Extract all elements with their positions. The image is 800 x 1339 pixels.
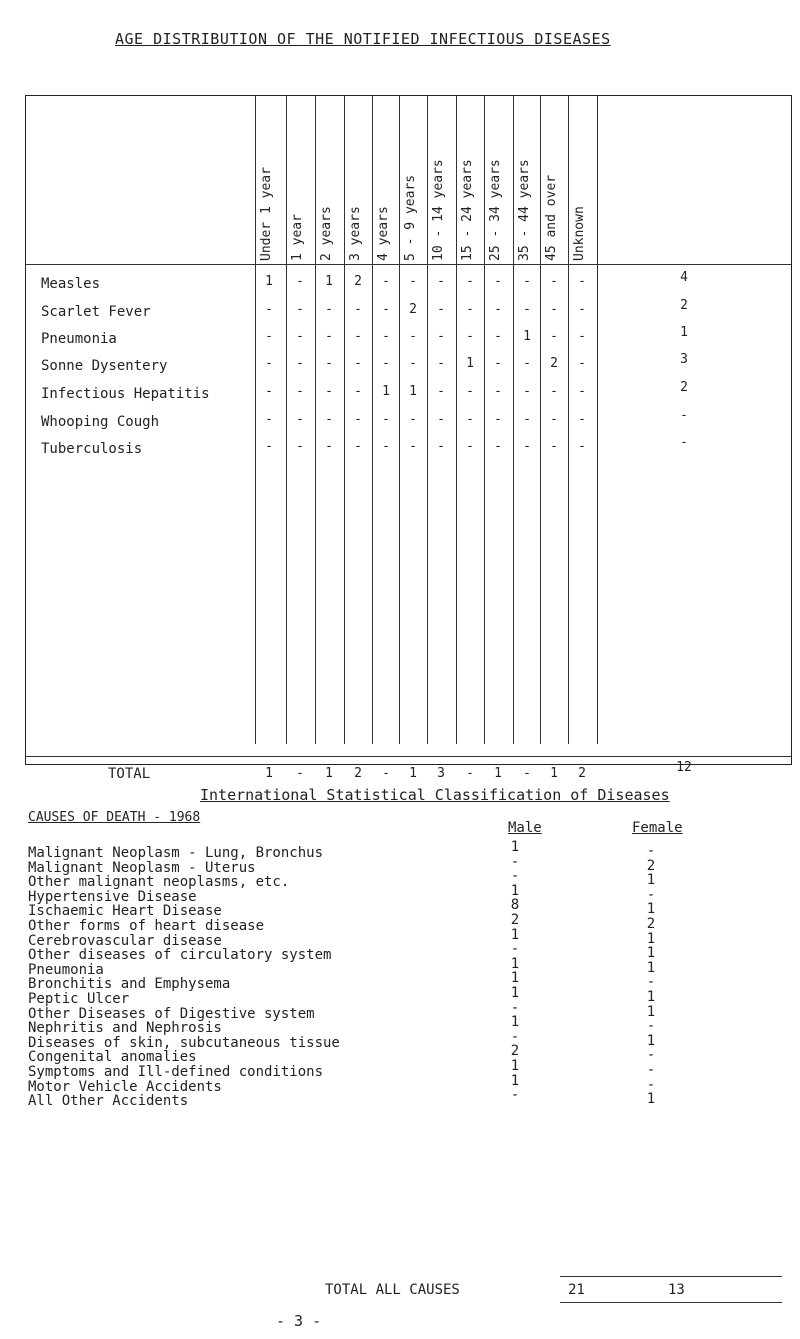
table-cell: - <box>354 329 362 344</box>
total-cell: 2 <box>578 766 586 781</box>
female-count: 1 <box>646 930 656 947</box>
table-cell: - <box>325 329 333 344</box>
table-cell: - <box>382 274 390 289</box>
disease-name: Scarlet Fever <box>41 304 151 320</box>
male-count: 1 <box>510 970 520 987</box>
table-cell: - <box>409 274 417 289</box>
table-cell: 2 <box>409 302 417 317</box>
disease-name: Infectious Hepatitis <box>41 386 210 402</box>
table-cell: - <box>550 384 558 399</box>
male-count: 1 <box>510 1014 520 1031</box>
female-count: - <box>646 886 656 903</box>
table-cell: - <box>296 412 304 427</box>
cause-of-death: All Other Accidents <box>28 1093 189 1110</box>
cause-of-death: Symptoms and Ill-defined conditions <box>28 1064 324 1080</box>
cause-of-death: Motor Vehicle Accidents <box>28 1078 222 1095</box>
table-cell: - <box>523 356 531 371</box>
column-divider <box>568 96 569 744</box>
table-cell: - <box>296 274 304 289</box>
table-cell: - <box>437 384 445 399</box>
column-divider <box>484 96 485 744</box>
table-cell: 2 <box>550 356 558 371</box>
total-cell: 1 <box>550 766 558 781</box>
age-column-header: 2 years <box>319 206 334 261</box>
table-cell: - <box>382 356 390 371</box>
cause-of-death: Nephritis and Nephrosis <box>28 1020 222 1037</box>
table-cell: - <box>494 356 502 371</box>
male-count: 1 <box>510 985 520 1001</box>
age-column-header: 35 - 44 years <box>517 159 532 261</box>
total-rule-top <box>560 1276 782 1277</box>
male-count: 1 <box>510 1072 520 1089</box>
age-distribution-table <box>25 95 792 782</box>
table-cell: - <box>296 302 304 317</box>
female-count: 2 <box>646 916 656 932</box>
table-cell: - <box>382 412 390 427</box>
causes-heading: CAUSES OF DEATH - 1968 <box>28 810 201 825</box>
column-divider <box>372 96 373 744</box>
table-cell: - <box>265 356 273 371</box>
table-cell: - <box>494 384 502 399</box>
table-cell: - <box>494 412 502 427</box>
age-column-header: 10 - 14 years <box>431 159 446 261</box>
male-count: - <box>510 1028 520 1045</box>
female-count: 1 <box>646 989 656 1005</box>
table-cell: - <box>466 384 474 399</box>
column-divider <box>286 96 287 744</box>
female-count: 1 <box>646 1032 656 1049</box>
column-divider <box>513 96 514 744</box>
male-count: - <box>510 853 520 870</box>
male-count: 1 <box>510 955 520 972</box>
table-cell: - <box>409 356 417 371</box>
age-column-header: 5 - 9 years <box>403 174 418 261</box>
female-count: - <box>646 1047 656 1064</box>
table-cell: - <box>325 302 333 317</box>
table-cell: - <box>265 302 273 317</box>
disease-name: Pneumonia <box>41 331 117 347</box>
female-count: 1 <box>646 1003 656 1020</box>
male-count: 2 <box>510 1043 520 1060</box>
table-cell: - <box>437 439 445 454</box>
table-cell: - <box>466 412 474 427</box>
female-count: 1 <box>646 1091 656 1108</box>
table-cell: - <box>523 274 531 289</box>
table-cell: - <box>494 302 502 317</box>
table-cell: - <box>578 412 586 427</box>
disease-name: Tuberculosis <box>41 441 143 457</box>
cause-of-death: Hypertensive Disease <box>28 888 197 905</box>
disease-name: Whooping Cough <box>41 414 160 430</box>
age-column-header: 4 years <box>376 206 391 261</box>
column-divider <box>344 96 345 744</box>
total-rule-bottom <box>560 1302 782 1303</box>
total-cell: 2 <box>354 766 362 781</box>
table-cell: - <box>437 302 445 317</box>
age-column-header: Under 1 year <box>259 167 274 261</box>
age-column-header: 3 years <box>348 206 363 261</box>
total-cell: - <box>523 766 531 781</box>
table-cell: - <box>494 329 502 344</box>
table-cell: 1 <box>466 356 474 371</box>
table-cell: 1 <box>523 329 531 344</box>
table-cell: - <box>325 384 333 399</box>
male-count: - <box>510 999 520 1016</box>
row-total: 3 <box>680 352 688 367</box>
female-count: 1 <box>646 945 656 962</box>
table-cell: - <box>265 412 273 427</box>
column-divider <box>597 96 598 744</box>
disease-name: Measles <box>41 276 101 292</box>
row-total: 2 <box>680 298 688 313</box>
table-cell: - <box>354 356 362 371</box>
table-cell: - <box>325 412 333 427</box>
table-cell: - <box>578 439 586 454</box>
table-cell: - <box>354 384 362 399</box>
female-count: 2 <box>646 857 656 874</box>
total-cell: - <box>296 766 304 781</box>
male-count: 8 <box>510 897 520 914</box>
table-cell: - <box>578 274 586 289</box>
table-cell: - <box>296 356 304 371</box>
table-cell: - <box>466 302 474 317</box>
row-total: 4 <box>680 270 688 285</box>
age-column-header: 45 and over <box>544 174 559 261</box>
cause-of-death: Other diseases of circulatory system <box>28 947 332 964</box>
page-title: AGE DISTRIBUTION OF THE NOTIFIED INFECTIOUS DISEASES <box>115 30 611 48</box>
cause-of-death: Malignant Neoplasm - Uterus <box>28 859 256 876</box>
table-cell: - <box>296 329 304 344</box>
total-cell: 1 <box>265 766 273 781</box>
table-cell: - <box>466 439 474 454</box>
table-cell: 1 <box>382 384 390 399</box>
table-cell: - <box>578 329 586 344</box>
column-divider <box>315 96 316 744</box>
table-cell: - <box>325 356 333 371</box>
table-cell: - <box>382 329 390 344</box>
table-cell: - <box>523 412 531 427</box>
female-count: - <box>646 974 656 991</box>
male-count: - <box>510 868 520 885</box>
column-divider <box>456 96 457 744</box>
age-column-header: 25 - 34 years <box>488 159 503 261</box>
table-cell: - <box>265 384 273 399</box>
cause-of-death: Malignant Neoplasm - Lung, Bronchus <box>28 845 324 861</box>
male-count: - <box>510 1087 520 1104</box>
table-cell: - <box>578 302 586 317</box>
table-cell: - <box>550 302 558 317</box>
total-row-label: TOTAL <box>108 766 151 782</box>
table-cell: 1 <box>409 384 417 399</box>
disease-name: Sonne Dysentery <box>41 358 168 374</box>
table-cell: - <box>437 412 445 427</box>
table-cell: 1 <box>265 274 273 289</box>
cause-of-death: Congenital anomalies <box>28 1049 197 1066</box>
table-cell: - <box>382 439 390 454</box>
classification-subtitle: International Statistical Classification of Diseases <box>200 786 670 804</box>
table-cell: - <box>265 329 273 344</box>
total-male-value: 21 <box>568 1282 585 1298</box>
table-cell: - <box>354 302 362 317</box>
female-column-header: Female <box>632 820 683 836</box>
table-cell: 2 <box>354 274 362 289</box>
female-count: - <box>646 843 656 859</box>
female-count: 1 <box>646 959 656 976</box>
column-divider <box>255 96 256 744</box>
table-cell: - <box>437 329 445 344</box>
row-total: - <box>680 408 688 423</box>
table-cell: 1 <box>325 274 333 289</box>
table-cell: - <box>409 329 417 344</box>
male-count: 1 <box>510 926 520 943</box>
table-cell: - <box>523 439 531 454</box>
age-column-header: 15 - 24 years <box>460 159 475 261</box>
cause-of-death: Diseases of skin, subcutaneous tissue <box>28 1034 340 1051</box>
female-count: - <box>646 1076 656 1093</box>
table-cell: - <box>409 412 417 427</box>
male-column-header: Male <box>508 820 542 836</box>
table-cell: - <box>578 356 586 371</box>
table-cell: - <box>550 329 558 344</box>
table-cell: - <box>494 439 502 454</box>
table-cell: - <box>296 439 304 454</box>
row-total: 2 <box>680 380 688 395</box>
table-cell: - <box>550 439 558 454</box>
male-count: 1 <box>510 882 520 899</box>
total-cell: 1 <box>494 766 502 781</box>
table-cell: - <box>494 274 502 289</box>
female-count: - <box>646 1062 656 1078</box>
column-divider <box>540 96 541 744</box>
table-cell: - <box>437 274 445 289</box>
female-count: - <box>646 1018 656 1035</box>
table-cell: - <box>550 412 558 427</box>
table-cell: - <box>409 439 417 454</box>
table-cell: - <box>523 384 531 399</box>
cause-of-death: Other malignant neoplasms, etc. <box>28 874 290 891</box>
male-count: 2 <box>510 912 520 928</box>
cause-of-death: Cerebrovascular disease <box>28 932 222 949</box>
table-cell: - <box>578 384 586 399</box>
table-cell: - <box>466 329 474 344</box>
age-column-header: Unknown <box>572 206 587 261</box>
total-cell: 1 <box>409 766 417 781</box>
total-cell: 1 <box>325 766 333 781</box>
page-number: - 3 - <box>276 1312 322 1330</box>
total-cell: - <box>382 766 390 781</box>
female-count: 1 <box>646 901 656 918</box>
table-cell: - <box>550 274 558 289</box>
total-divider <box>26 756 791 757</box>
cause-of-death: Bronchitis and Emphysema <box>28 976 231 993</box>
total-female-value: 13 <box>668 1282 685 1298</box>
table-cell: - <box>325 439 333 454</box>
row-total: - <box>680 435 688 450</box>
cause-of-death: Ischaemic Heart Disease <box>28 903 222 920</box>
table-cell: - <box>523 302 531 317</box>
total-cell: 3 <box>437 766 445 781</box>
age-column-header: 1 year <box>290 214 305 261</box>
table-cell: - <box>265 439 273 454</box>
total-all-causes-label: TOTAL ALL CAUSES <box>325 1282 460 1298</box>
column-divider <box>427 96 428 744</box>
male-count: 1 <box>510 839 520 855</box>
table-cell: - <box>466 274 474 289</box>
column-divider <box>399 96 400 744</box>
total-cell: - <box>466 766 474 781</box>
table-cell: - <box>437 356 445 371</box>
table-cell: - <box>354 412 362 427</box>
cause-of-death: Peptic Ulcer <box>28 991 130 1007</box>
cause-of-death: Pneumonia <box>28 961 104 978</box>
male-count: 1 <box>510 1058 520 1074</box>
cause-of-death: Other forms of heart disease <box>28 918 265 934</box>
male-count: - <box>510 941 520 958</box>
cause-of-death: Other Diseases of Digestive system <box>28 1005 315 1022</box>
table-cell: - <box>354 439 362 454</box>
table-cell: - <box>382 302 390 317</box>
grand-total: 12 <box>676 760 692 775</box>
female-count: 1 <box>646 872 656 889</box>
row-total: 1 <box>680 325 688 340</box>
header-divider <box>26 264 791 265</box>
table-cell: - <box>296 384 304 399</box>
